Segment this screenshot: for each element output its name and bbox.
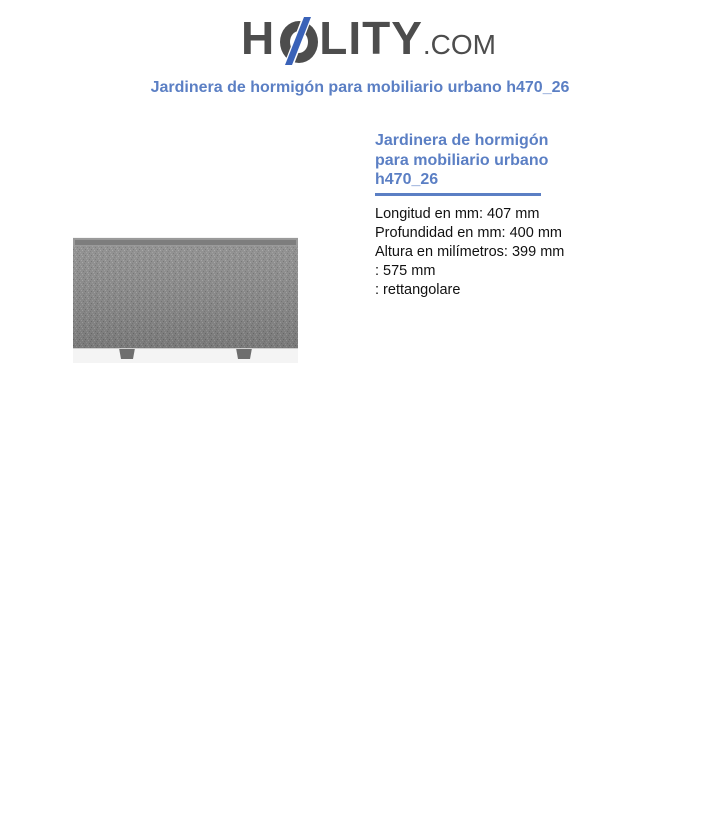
spec-length: Longitud en mm: 407 mm xyxy=(375,206,540,222)
logo-letter-h: H xyxy=(241,12,276,64)
product-title: Jardinera de hormigón para mobiliario urbano h470_26 xyxy=(375,132,549,188)
logo-letters-lity: LITY xyxy=(319,12,423,64)
spec-shape: : rettangolare xyxy=(375,282,461,298)
spec-unnamed-dimension: : 575 mm xyxy=(375,263,436,279)
holity-logo xyxy=(241,10,497,68)
spec-height: Altura en milímetros: 399 mm xyxy=(375,244,565,260)
logo-dotcom: .COM xyxy=(422,29,497,60)
concrete-planter-image xyxy=(73,237,298,363)
product-specs xyxy=(375,205,695,300)
title-divider xyxy=(375,193,541,196)
page-title: Jardinera de hormigón para mobiliario urbano h470_26 xyxy=(150,79,570,96)
logo-o-icon xyxy=(277,13,321,67)
spec-depth: Profundidad en mm: 400 mm xyxy=(375,225,562,241)
